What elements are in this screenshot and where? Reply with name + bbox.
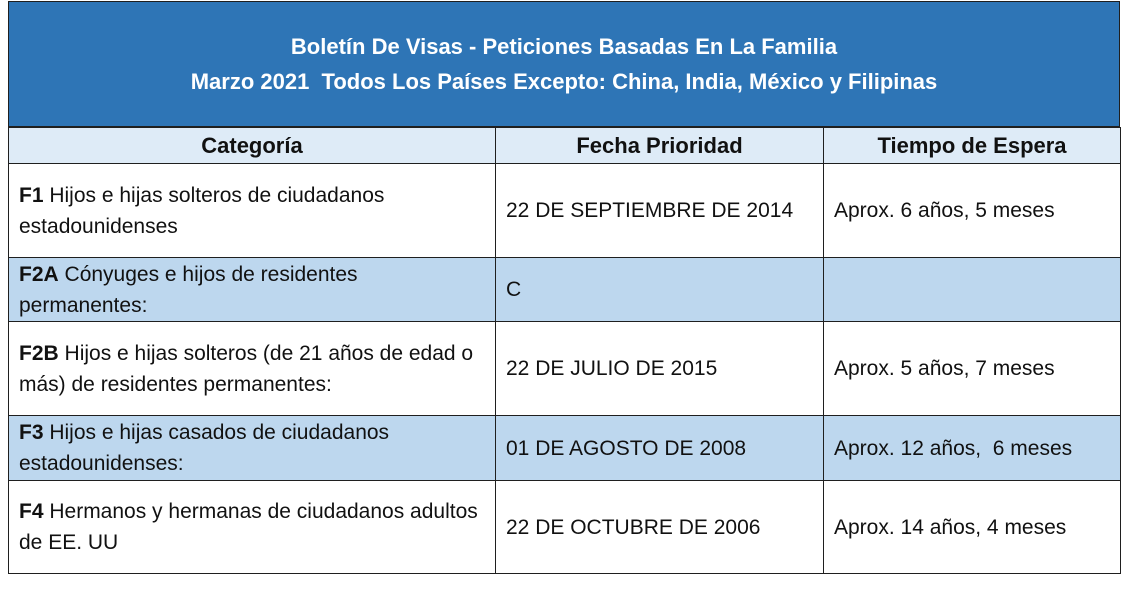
wait-time-cell: Aprox. 6 años, 5 meses bbox=[824, 164, 1121, 258]
category-cell bbox=[9, 416, 496, 481]
table-row-f2b bbox=[9, 322, 1121, 416]
category-cell bbox=[9, 322, 496, 416]
category-code: F3 bbox=[19, 421, 44, 444]
wait-time-cell: Aprox. 12 años, 6 meses bbox=[824, 416, 1121, 481]
table-row-f3 bbox=[9, 416, 1121, 481]
wait-time-cell: Aprox. 5 años, 7 meses bbox=[824, 322, 1121, 416]
bulletin-header bbox=[8, 1, 1120, 127]
category-description: Cónyuges e hijos de residentes permanentes: bbox=[19, 262, 358, 317]
priority-date-cell: 22 DE OCTUBRE DE 2006 bbox=[496, 481, 824, 574]
column-header-wait-time: Tiempo de Espera bbox=[824, 128, 1121, 164]
category-description: Hijos e hijas solteros (de 21 años de edad o más) de residentes permanentes: bbox=[19, 341, 474, 396]
priority-date-cell: C bbox=[496, 258, 824, 322]
table-row-f4 bbox=[9, 481, 1121, 574]
table-row-f2a bbox=[9, 258, 1121, 322]
category-code: F4 bbox=[19, 500, 44, 523]
category-description: Hijos e hijas casados de ciudadanos estadounidenses: bbox=[19, 421, 390, 475]
priority-date-cell: 01 DE AGOSTO DE 2008 bbox=[496, 416, 824, 481]
column-header-row bbox=[9, 128, 1121, 164]
column-header-category: Categoría bbox=[9, 128, 496, 164]
visa-table bbox=[8, 127, 1121, 574]
category-cell bbox=[9, 258, 496, 322]
category-code: F2A bbox=[19, 262, 59, 286]
visa-bulletin bbox=[8, 1, 1120, 574]
category-cell bbox=[9, 481, 496, 574]
category-description: Hermanos y hermanas de ciudadanos adultos de EE. UU bbox=[19, 500, 478, 554]
table-row-f1 bbox=[9, 164, 1121, 258]
priority-date-cell: 22 DE JULIO DE 2015 bbox=[496, 322, 824, 416]
bulletin-subtitle: Marzo 2021 Todos Los Países Excepto: China, India, México y Filipinas bbox=[190, 69, 938, 94]
wait-time-cell bbox=[824, 258, 1121, 322]
category-description: Hijos e hijas solteros de ciudadanos estadounidenses bbox=[19, 183, 385, 238]
bulletin-title: Boletín De Visas - Peticiones Basadas En La Familia bbox=[290, 34, 838, 59]
category-cell bbox=[9, 164, 496, 258]
category-code: F2B bbox=[19, 341, 59, 365]
column-header-priority-date: Fecha Prioridad bbox=[496, 128, 824, 164]
category-code: F1 bbox=[19, 183, 44, 207]
priority-date-cell: 22 DE SEPTIEMBRE DE 2014 bbox=[496, 164, 824, 258]
wait-time-cell: Aprox. 14 años, 4 meses bbox=[824, 481, 1121, 574]
